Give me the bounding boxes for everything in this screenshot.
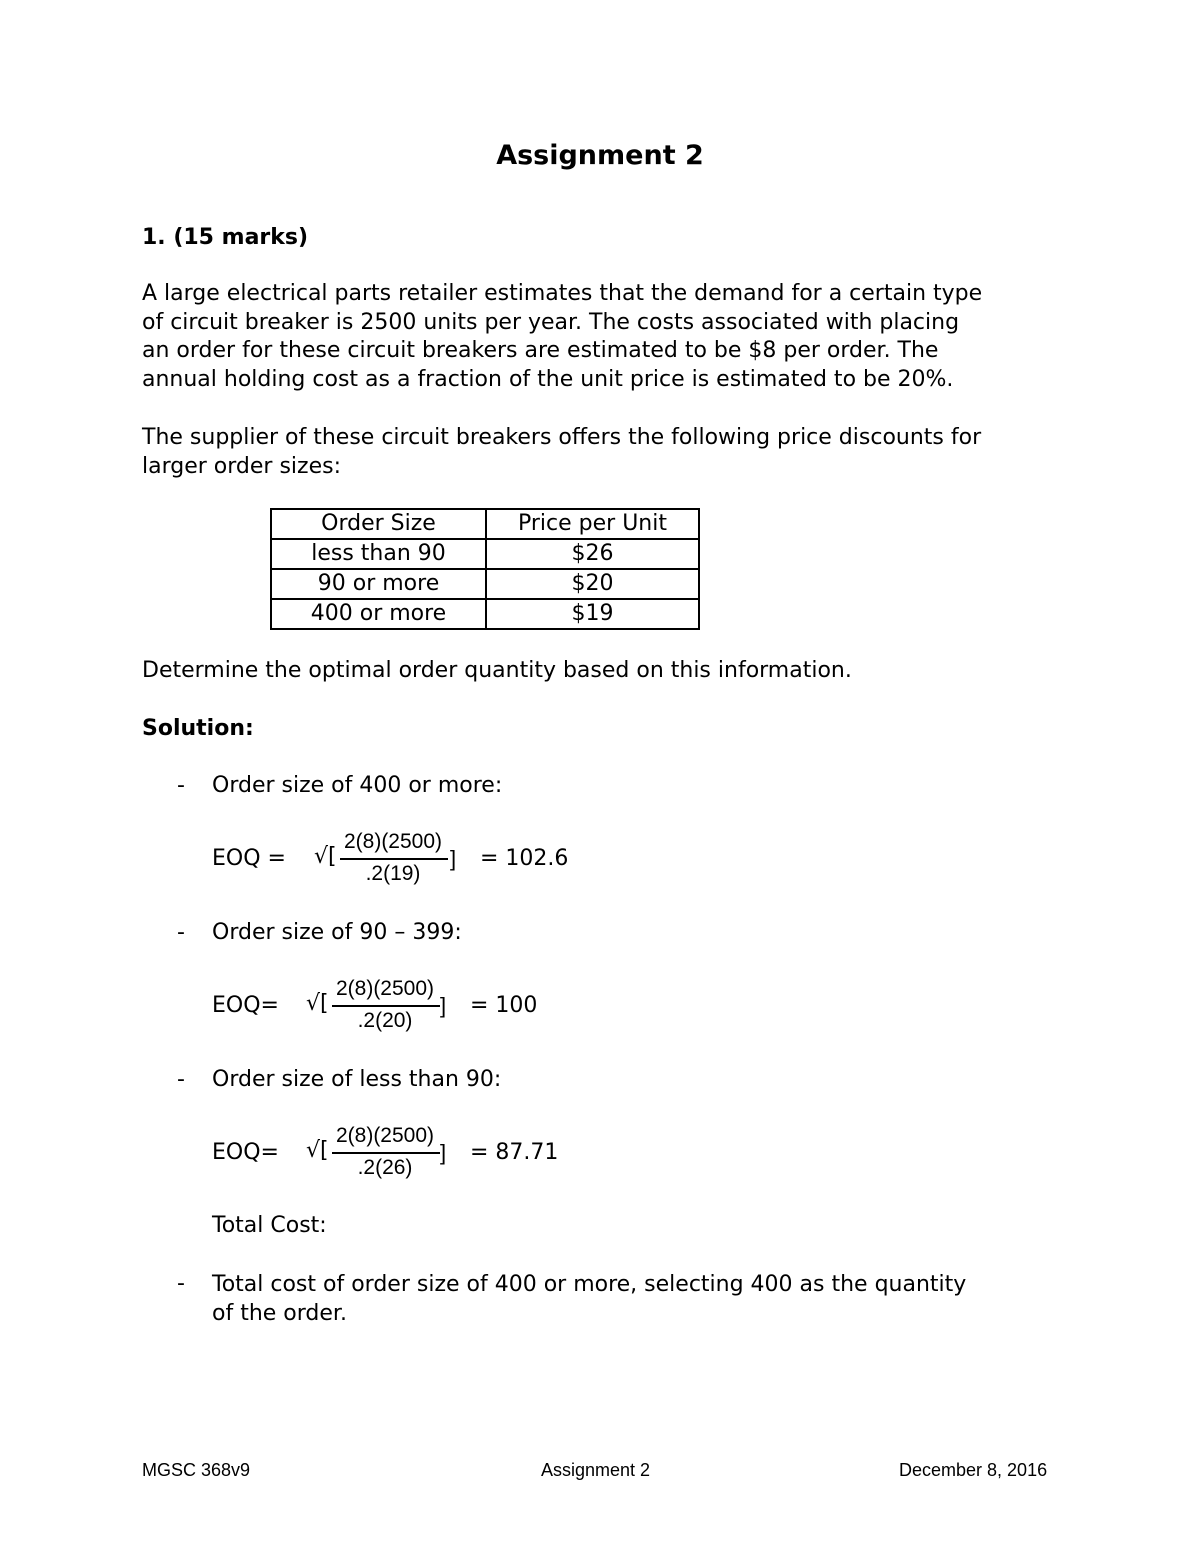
table-cell: $19: [486, 599, 699, 629]
eoq-equation: [212, 1124, 612, 1184]
fraction-numerator: 2(8)(2500): [343, 830, 443, 853]
final-item-text: [212, 1271, 1072, 1328]
fraction-bar: [332, 1152, 440, 1154]
table-row: [271, 599, 699, 629]
paragraph-line: The supplier of these circuit breakers offers the following price discounts for: [142, 425, 982, 450]
eoq-equation: [212, 830, 612, 890]
question-paragraph-2: [142, 424, 1072, 481]
fraction-denominator: .2(20): [357, 1009, 413, 1032]
close-bracket: ]: [450, 846, 457, 871]
footer-right: December 8, 2016: [899, 1460, 1048, 1480]
sqrt-icon: √[: [306, 991, 329, 1016]
instruction-text: [142, 657, 1072, 686]
table-header-row: [271, 509, 699, 539]
price-discount-table: [270, 508, 700, 630]
total-cost-label: Total Cost:: [212, 1213, 327, 1238]
solution-item-label: Order size of 400 or more:: [212, 773, 503, 798]
eoq-lhs: EOQ=: [212, 993, 279, 1018]
question-paragraph-1: [142, 280, 1072, 394]
page-title: Assignment 2: [496, 140, 704, 171]
fraction-denominator: .2(26): [357, 1156, 413, 1179]
paragraph-line: of the order.: [212, 1300, 347, 1326]
instruction-line: Determine the optimal order quantity based on this information.: [142, 658, 852, 683]
table-header-cell: Price per Unit: [486, 509, 699, 539]
paragraph-line: annual holding cost as a fraction of the unit price is estimated to be 20%.: [142, 366, 954, 392]
table-row: [271, 569, 699, 599]
fraction-numerator: 2(8)(2500): [335, 1124, 435, 1147]
solution-item-label: Order size of 90 – 399:: [212, 920, 462, 945]
eoq-equation: [212, 977, 612, 1037]
eoq-result: = 100: [470, 993, 538, 1018]
fraction-numerator: 2(8)(2500): [335, 977, 435, 1000]
fraction-bar: [332, 1005, 440, 1007]
paragraph-line: larger order sizes:: [142, 453, 341, 479]
eoq-result: = 87.71: [470, 1140, 559, 1165]
eoq-lhs: EOQ=: [212, 1140, 279, 1165]
footer-left: MGSC 368v9: [142, 1460, 251, 1480]
table-cell: $26: [486, 539, 699, 569]
table-cell: 400 or more: [271, 599, 486, 629]
paragraph-line: of circuit breaker is 2500 units per year. The costs associated with placing: [142, 309, 960, 335]
question-heading: 1. (15 marks): [142, 225, 309, 250]
solution-heading: Solution:: [142, 716, 254, 741]
table-row: [271, 539, 699, 569]
solution-item-label: Order size of less than 90:: [212, 1067, 502, 1092]
paragraph-line: Total cost of order size of 400 or more, selecting 400 as the quantity: [212, 1272, 967, 1297]
bullet-dash: -: [177, 920, 185, 945]
bullet-dash: -: [177, 1271, 185, 1296]
fraction-denominator: .2(19): [365, 862, 421, 885]
fraction-bar: [340, 858, 448, 860]
close-bracket: ]: [440, 1140, 447, 1165]
table-header-cell: Order Size: [271, 509, 486, 539]
paragraph-line: an order for these circuit breakers are estimated to be $8 per order. The: [142, 338, 939, 363]
sqrt-icon: √[: [306, 1138, 329, 1163]
table-cell: 90 or more: [271, 569, 486, 599]
table-cell: $20: [486, 569, 699, 599]
footer-center: Assignment 2: [541, 1460, 651, 1480]
bullet-dash: -: [177, 773, 185, 798]
paragraph-line: A large electrical parts retailer estimates that the demand for a certain type: [142, 281, 983, 306]
table-cell: less than 90: [271, 539, 486, 569]
close-bracket: ]: [440, 993, 447, 1018]
bullet-dash: -: [177, 1067, 185, 1092]
eoq-result: = 102.6: [480, 846, 569, 871]
eoq-lhs: EOQ =: [212, 846, 286, 871]
sqrt-icon: √[: [314, 844, 337, 869]
